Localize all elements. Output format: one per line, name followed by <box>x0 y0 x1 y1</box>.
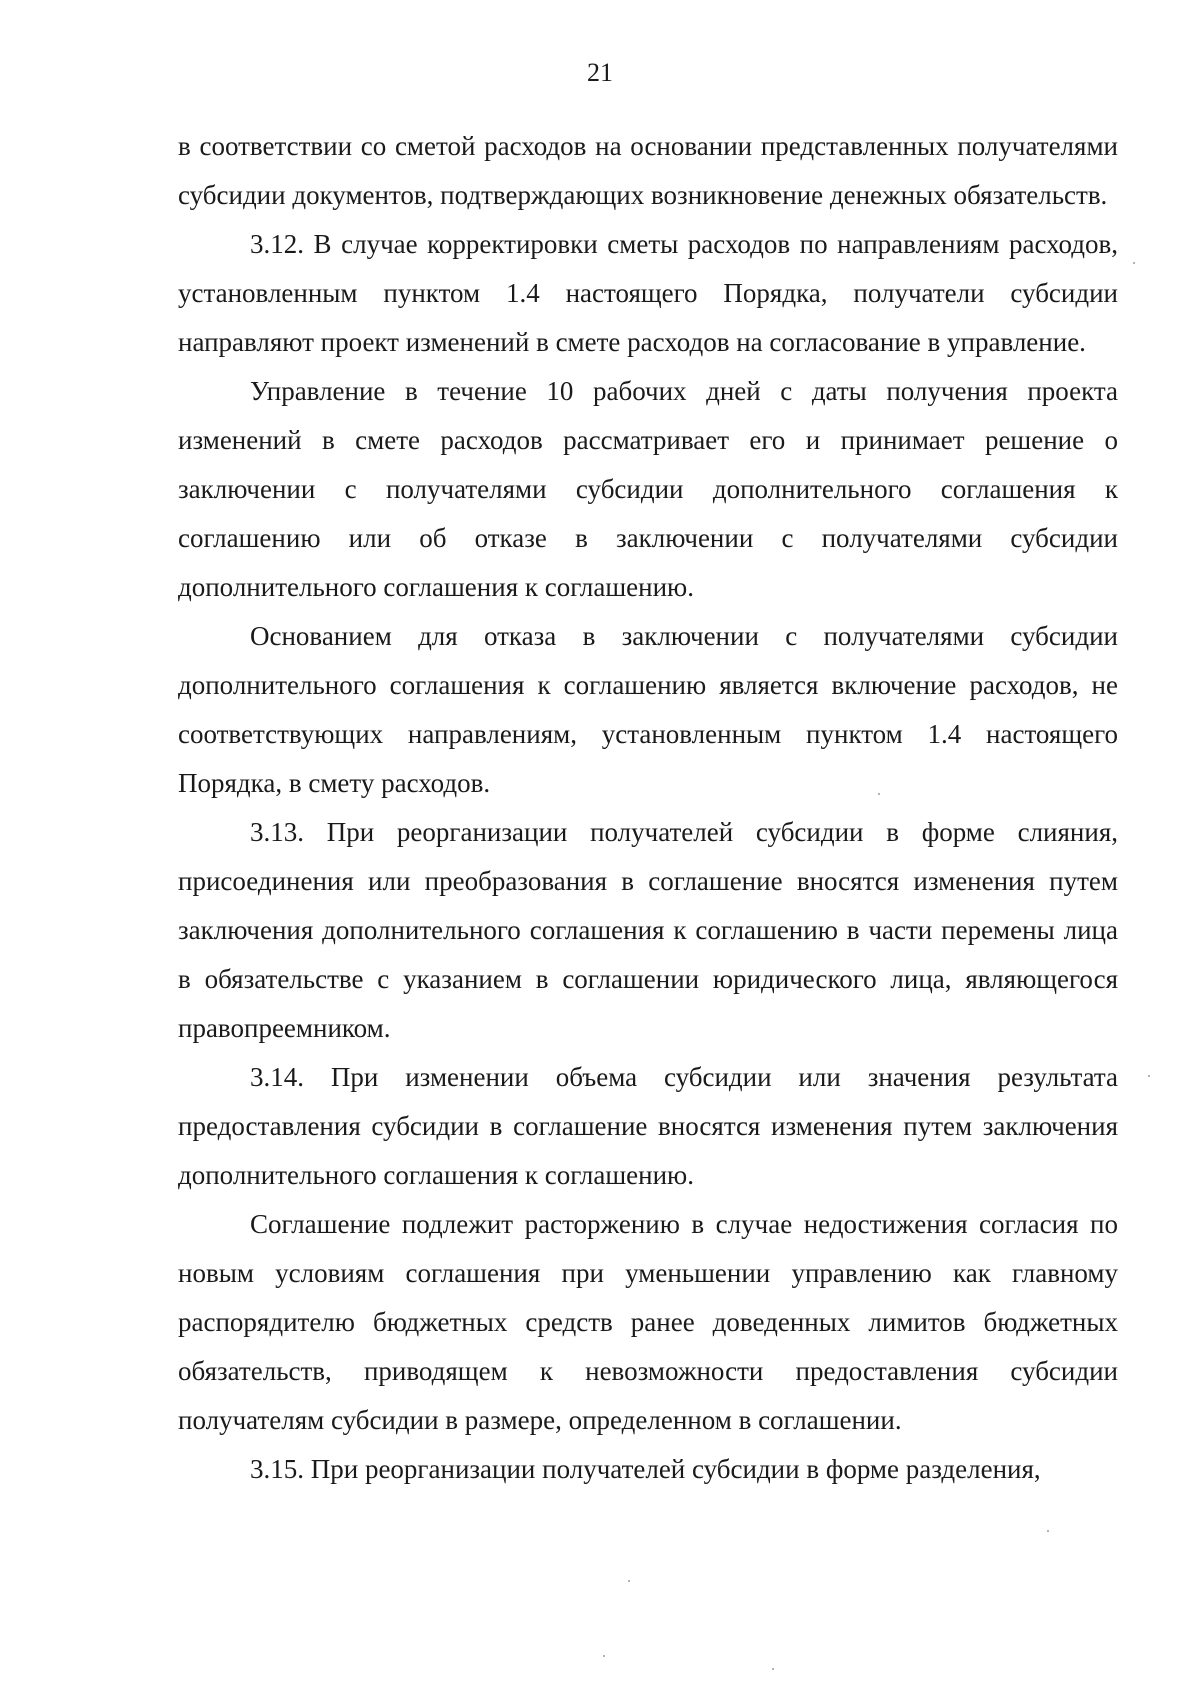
scan-speck <box>1148 1075 1150 1077</box>
paragraph-refusal-grounds: Основанием для отказа в заключении с получателями субсидии дополнительного соглашения к соглашению является включение расходов, не соответствующих направлениям, установленным пунктом 1.4 настоящего Порядка, в смету расходов. <box>178 621 1118 798</box>
paragraph-approval-decision: Управление в течение 10 рабочих дней с даты получения проекта изменений в смете расходов рассматривает его и принимает решение о заключении с получателями субсидии дополнительного соглашения к соглашению или об отказе в заключении с получателями субсидии дополнительного соглашения к соглашению. <box>178 376 1118 602</box>
page-number: 21 <box>587 58 613 87</box>
paragraph-3-12: 3.12. В случае корректировки сметы расходов по направлениям расходов, установленным пунктом 1.4 настоящего Порядка, получатели субсидии направляют проект изменений в смете расходов на согласование в управление. <box>178 229 1118 357</box>
paragraph-3-13: 3.13. При реорганизации получателей субсидии в форме слияния, присоединения или преобразования в соглашение вносятся изменения путем заключения дополнительного соглашения к соглашению в части перемены лица в обязательстве с указанием в соглашении юридического лица, являющегося правопреемником. <box>178 817 1118 1043</box>
paragraph-termination: Соглашение подлежит расторжению в случае недостижения согласия по новым условиям соглашения при уменьшении управлению как главному распорядителю бюджетных средств ранее доведенных лимитов бюджетных обязательств, приводящем к невозможности предоставления субсидии получателям субсидии в размере, определенном в соглашении. <box>178 1209 1118 1435</box>
scan-speck <box>772 1668 774 1670</box>
scan-speck <box>1047 1530 1049 1532</box>
scan-speck <box>603 1655 605 1657</box>
paragraph-3-14: 3.14. При изменении объема субсидии или значения результата предоставления субсидии в соглашение вносятся изменения путем заключения дополнительного соглашения к соглашению. <box>178 1062 1118 1190</box>
scan-speck <box>628 1580 630 1582</box>
paragraph-continuation: в соответствии со сметой расходов на основании представленных получателями субсидии документов, подтверждающих возникновение денежных обязательств. <box>178 131 1118 210</box>
scan-speck <box>878 793 880 795</box>
paragraph-3-15: 3.15. При реорганизации получателей субсидии в форме разделения, <box>250 1454 1041 1484</box>
document-body <box>178 122 1118 1494</box>
scan-speck <box>1133 262 1135 264</box>
